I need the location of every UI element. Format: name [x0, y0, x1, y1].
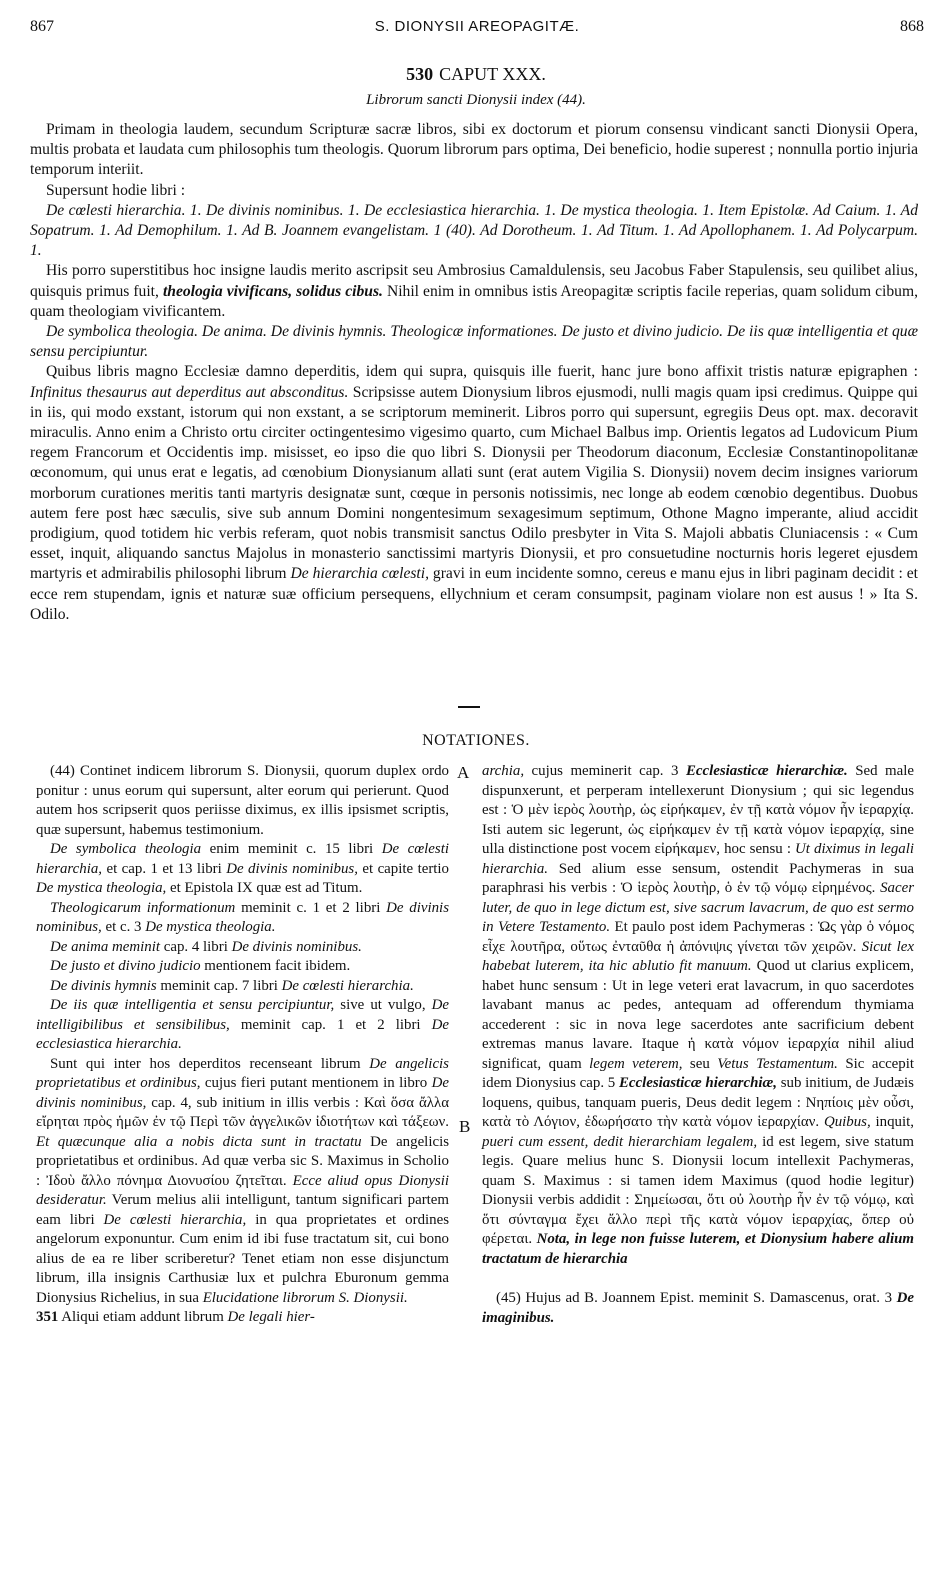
page-header	[30, 18, 924, 42]
margin-marker-b: B	[459, 1117, 471, 1136]
note-paragraph: (45) Hujus ad B. Joannem Epist. meminit S. Damascenus, orat. 3 De imaginibus.	[482, 1290, 914, 1326]
chapter-title: CAPUT XXX.	[439, 64, 546, 84]
note-paragraph: (44) Continet indicem librorum S. Dionysii, quorum duplex ordo ponitur : unus eorum qui supersunt, alter eorum qui perierunt. Quod autem hos scripserit quos periisse diximus, ex illis ipsismet scriptis, quæ supersunt, habemus testimonium.	[36, 763, 449, 838]
note-paragraph: Sunt qui inter hos deperditos recenseant librum De angelicis proprietatibus et ordinibus, cujus fieri putant mentionem in libro De divinis nominibus, cap. 4, sub initium in illis verbis : Καὶ ὅσα ἄλλα εἴρηται πρὸς ἡμῶν ἐν τῷ Περὶ τῶν ἀγγελικῶν ἰδιοτήτων καὶ τάξεων. Et quæcunque alia a nobis dicta sunt in tractatu De angelicis proprietatibus et ordinibus. Ad quæ verba sic S. Maximus in Scholio : Ἰδοὺ ἄλλο πόνημα Διονυσίου ζητεῖται. Ecce aliud opus Dionysii desideratur. Verum melius alii intelligunt, tantum significari partem eam libri De cœlesti hierarchia, in qua proprietates et ordines angelorum exponuntur. Cum enim id ibi fuse tractatum sit, cui bono alius de ea re liber scriberetur? Tenet etiam non esse disjunctum librum, illa insignis Carthusiæ lux et pulchra Eburonum gemma Dionysius Richelius, in sua Elucidatione librorum S. Dionysii.	[36, 1055, 450, 1306]
note-paragraph: De anima meminit cap. 4 libri De divinis nominibus.	[50, 938, 362, 955]
note-paragraph: De justo et divino judicio mentionem facit ibidem.	[50, 958, 351, 974]
chapter-margin-number: 530	[406, 64, 434, 84]
margin-marker-a: A	[457, 763, 470, 782]
page-number-right: 868	[900, 18, 924, 35]
note-paragraph: archia, cujus meminerit cap. 3 Ecclesiasticæ hierarchiæ. Sed male dispunxerunt, et perperam intellexerunt Dionysium ; qui sic legendus est : Ὁ μὲν ἱερὸς λουτὴρ, ὡς εἰρήκαμεν, ἐν τῇ κατὰ νόμον ἦν ἱεραρχίᾳ. Isti autem sic legerunt, ὡς εἰρήκαμεν ἐν τῇ κατὰ νόμον ἱεραρχίᾳ, sine ulla distinctione post vocem εἰρήκαμεν, hoc sensu : Ut diximus in legali hierarchia. Sed alium esse sensum, ostendit Pachymeras in sua paraphrasi his verbis : Ὁ ἱερὸς λουτὴρ, ὁ ἐν τῷ νόμῳ εἰρημένος. Sacer luter, de quo in lege dictum est, sive sacrum lavacrum, de quo est sermo in Vetere Testamento. Et paulo post idem Pachymeras : Ὡς γὰρ ὁ νόμος εἶχε λουτῆρα, οὕτως ἐνταῦθα ἡ ἀπόνιψις γίνεται τῶν χειρῶν. Sicut lex habebat luterem, ita hic ablutio fit manuum. Quod ut clarius explicem, habet hunc sensum : Ut in lege veteri erat lavacrum, in quo sacerdotes lavabant manus ac pedes, antequam ad offerendum thymiama accederent : sic in nova lege sacerdotes ante sacrificium debent extremas manus lavare. Itaque ἡ κατὰ νόμον ἱεραρχία nihil aliud significat, quam legem veterem, seu Vetus Testamentum. Sic accepit idem Dionysius cap. 5 Ecclesiasticæ hierarchiæ, sub initium, de Judæis loquens, quibus, tanquam pueris, Deus dedit legem : Νηπίοις μὲν οὖσι, κατὰ τὸ Λόγιον, ἐδωρήσατο τὴν κατὰ νόμον ἱεραρχίαν. Quibus, inquit, pueri cum essent, dedit hierarchiam legalem, id est legem, sive statum legis. Quare melius hunc S. Dionysii locum intellexit Pachymeras, quam S. Maximus : si tamen idem Maximus (quod hodie legitur) Dionysii verbis addidit : Σημείωσαι, ὅτι οὐ λουτὴρ ἦν ἐν τῷ νόμῳ, καὶ ὅτι σύνταγμα ἔχει ἄλλο περὶ τῆς κατὰ νόμον ἱεραρχίας, ὅπερ οὐ φέρεται. Nota, in lege non fuisse luterem, et Dionysium habere alium tractatum de hierarchia	[482, 763, 915, 1267]
note-paragraph: De symbolica theologia enim meminit c. 15 libri De cœlesti hierarchia, et cap. 1 et 13 libri De divinis nominibus, et capite tertio De mystica theologia, et Epistola IX quæ est ad Titum.	[36, 841, 449, 896]
section-divider	[458, 706, 480, 708]
italic-text: De cœlesti hierarchia. 1. De divinis nominibus. 1. De ecclesiastica hierarchia. 1. De mystica theologia. 1. Item Epistolæ. Ad Caium. 1. Ad Sopatrum. 1. Ad Demophilum. 1. Ad B. Joannem evangelistam. 1 (40). Ad Dorotheum. 1. Ad Titum. 1. Ad Apollophanem. 1. Ad Polycarpum. 1.	[30, 201, 918, 260]
note-paragraph: De iis quæ intelligentia et sensu percipiuntur, sive ut vulgo, De intelligibilibus et sensibilibus, meminit cap. 1 et 2 libri De ecclesiastica hierarchia.	[36, 997, 449, 1052]
note-paragraph: 351 Aliqui etiam addunt librum De legali hier-	[36, 1309, 315, 1325]
running-title: S. DIONYSII AREOPAGITÆ.	[374, 18, 580, 35]
notes-right-column	[482, 762, 914, 1328]
main-text	[30, 120, 918, 625]
book-list	[30, 201, 918, 262]
notes-left-column	[36, 762, 449, 1328]
lost-books-list: De symbolica theologia. De anima. De divinis hymnis. Theologicæ informationes. De justo et divino judicio. De iis quæ intelligentia et quæ sensu percipiuntur.	[30, 323, 918, 361]
paragraph: Quibus libris magno Ecclesiæ damno deperditis, idem qui supra, quisquis ille fuerit, hanc jure bono affixit tristis naturæ epigraphen : Infinitus thesaurus aut deperditus aut absconditus. Scripsisse autem Dionysium libros ejusmodi, nulli magis quam ipsi credimus. Quippe qui in iis, qui modo exstant, istorum qui non exstant, a se scriptorum meminerit. Libros porro qui supersunt, egregiis Deus opt. max. decoravit miraculis. Anno enim a Christo ortu circiter octingentesimo vigesimo quarto, cum Michael Balbus imp. Orientis legatos ad Ludovicum Pium regem Francorum et Occidentis imp. misisset, eo ipso die quo libri S. Dionysii per Theodorum diaconum, Ecclesiæ Constantinopolitanæ œconomum, qui unus erat e legatis, ad cœnobium Dionysianum allati sunt (erat autem Vigilia S. Dionysii) novem decim insignes variorum morborum curationes meritis tanti martyris designatæ sunt, cœque in personis notissimis, nec longe ab eodem cœnobio degentibus. Duobus autem fere post hæc sæculis, sive sub annum Domini nongentesimum sexagesimum septimum, Othone Magno imperante, aliud accidit prodigium, quod totidem hic verbis referam, quot nobis transmisit sanctus Odilo presbyter in Vita S. Majoli abbatis Cluniacensis : « Cum esset, inquit, aliquando sanctus Majolus in monasterio sanctissimi martyris Dionysii, et pro consuetudine nocturnis horis legeret ejusdem martyris et admirabilis philosophi librum De hierarchia cœlesti, gravi in eum incidente somno, cereus e manu ejus in libri paginam decidit : et ecce rem stupendam, ignis et naturæ suæ officium persequens, ellychnium et ceram consumpsit, paginam violare non est ausus ! » Ita S. Odilo.	[30, 363, 918, 623]
page-number-left: 867	[30, 18, 54, 35]
note-paragraph: De divinis hymnis meminit cap. 7 libri De cœlesti hierarchia.	[50, 977, 414, 994]
paragraph: Supersunt hodie libri :	[46, 181, 186, 199]
margin-number: 351	[36, 1309, 59, 1325]
note-paragraph: Theologicarum informationum meminit c. 1 et 2 libri De divinis nominibus, et c. 3 De mystica theologia.	[36, 899, 449, 935]
chapter-heading	[0, 64, 952, 85]
paragraph: His porro superstitibus hoc insigne laudis merito ascripsit seu Ambrosius Camaldulensis, seu Jacobus Faber Stapulensis, seu quilibet alius, quisquis primus fuit, theologia vivificans, solidus cibus. Nihil enim in omnibus istis Areopagitæ scriptis facile reperias, quam solidum cibum, quam theologiam vivificantem.	[30, 262, 919, 320]
chapter-subtitle: Librorum sancti Dionysii index (44).	[366, 92, 586, 108]
paragraph: Primam in theologia laudem, secundum Scripturæ sacræ libros, sibi ex doctorum et piorum consensu vindicant sancti Dionysii Opera, multis probata et laudata cum philosophis tum theologis. Quorum librorum pars optima, Dei beneficio, hodie superest ; nonnulla portio injuria temporum interiit.	[30, 121, 918, 179]
notes-heading: NOTATIONES.	[422, 732, 530, 749]
